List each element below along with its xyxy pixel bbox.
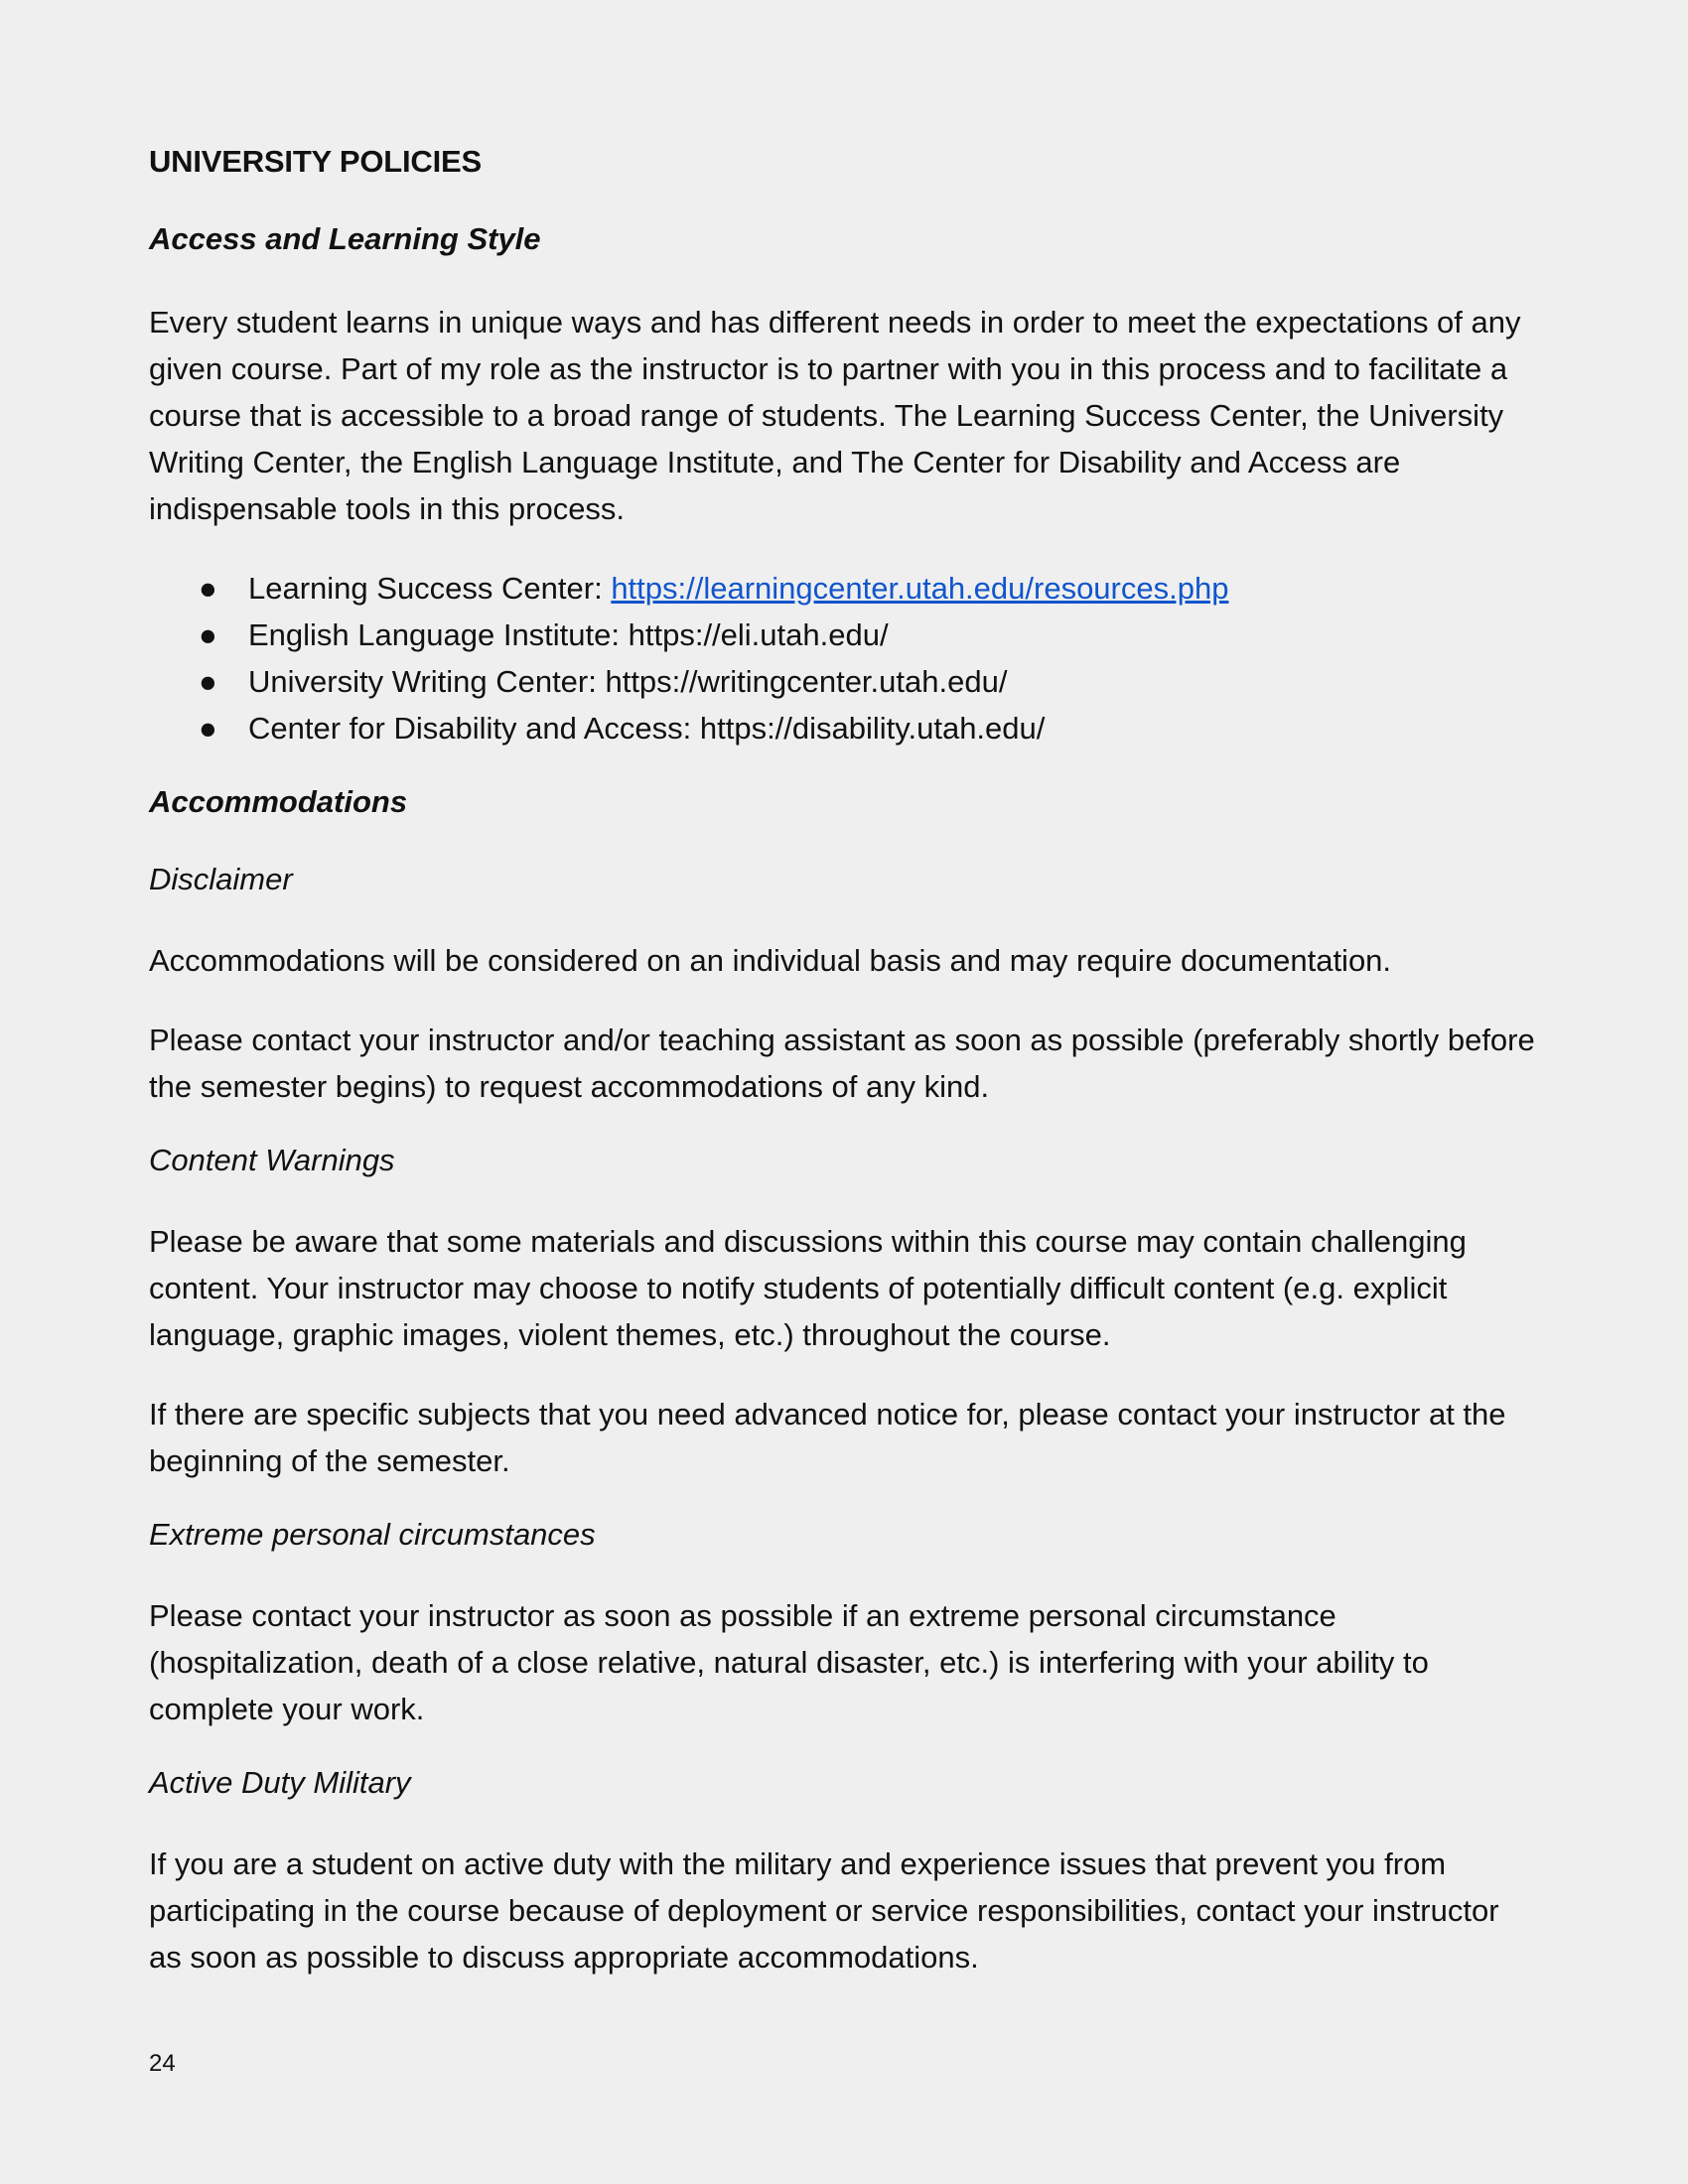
list-item (149, 612, 1539, 658)
extreme-circumstances-paragraph: Please contact your instructor as soon as possible if an extreme personal circumstance (hospitalization, death of a close relative, natural disaster, etc.) is interfering with your ability to complete your work. (149, 1598, 1429, 1726)
disclaimer-paragraph-1: Accommodations will be considered on an individual basis and may require documentation. (149, 943, 1392, 978)
disclaimer-paragraph-2: Please contact your instructor and/or teaching assistant as soon as possible (preferably shortly before the semester begins) to request accommodations of any kind. (149, 1023, 1535, 1104)
bullet-icon: ● (199, 571, 217, 606)
active-duty-paragraph: If you are a student on active duty with the military and experience issues that prevent you from participating in the course because of deployment or service responsibilities, contact your instructor as soon as possible to discuss appropriate accommodations. (149, 1846, 1499, 1975)
access-heading: Access and Learning Style (149, 221, 541, 256)
section-heading: UNIVERSITY POLICIES (149, 144, 482, 179)
bullet-icon: ● (199, 617, 217, 652)
disclaimer-heading: Disclaimer (149, 862, 293, 896)
resource-label: Center for Disability and Access: (248, 711, 700, 746)
access-paragraph: Every student learns in unique ways and has different needs in order to meet the expectations of any given course. Part of my role as the instructor is to partner with you in this process and to facilitate a course that is accessible to a broad range of students. The Learning Success Center, the University Writing Center, the English Language Institute, and The Center for Disability and Access are indispensable tools in this process. (149, 305, 1521, 526)
content-warnings-heading: Content Warnings (149, 1143, 395, 1177)
content-warnings-paragraph-2: If there are specific subjects that you need advanced notice for, please contact your instructor at the beginning of the semester. (149, 1397, 1506, 1478)
learning-center-link[interactable]: https://learningcenter.utah.edu/resources.php (611, 571, 1229, 606)
document-page (149, 144, 1539, 2013)
resource-label: Learning Success Center: (248, 571, 612, 606)
resource-url: https://writingcenter.utah.edu/ (605, 664, 1008, 699)
bullet-icon: ● (199, 711, 217, 746)
extreme-circumstances-heading: Extreme personal circumstances (149, 1517, 596, 1552)
resource-label: English Language Institute: (248, 617, 629, 652)
resource-url: https://disability.utah.edu/ (699, 711, 1046, 746)
accommodations-heading: Accommodations (149, 784, 408, 819)
resource-label: University Writing Center: (248, 664, 606, 699)
bullet-icon: ● (199, 664, 217, 699)
resource-list (149, 565, 1539, 751)
active-duty-heading: Active Duty Military (149, 1765, 411, 1800)
list-item (149, 705, 1539, 751)
resource-url: https://eli.utah.edu/ (628, 617, 889, 652)
page-number: 24 (149, 2050, 176, 2077)
content-warnings-paragraph-1: Please be aware that some materials and discussions within this course may contain challenging content. Your instructor may choose to notify students of potentially difficult content (e.g. explicit language, graphic images, violent themes, etc.) throughout the course. (149, 1224, 1467, 1352)
list-item (149, 565, 1539, 612)
list-item (149, 658, 1539, 705)
